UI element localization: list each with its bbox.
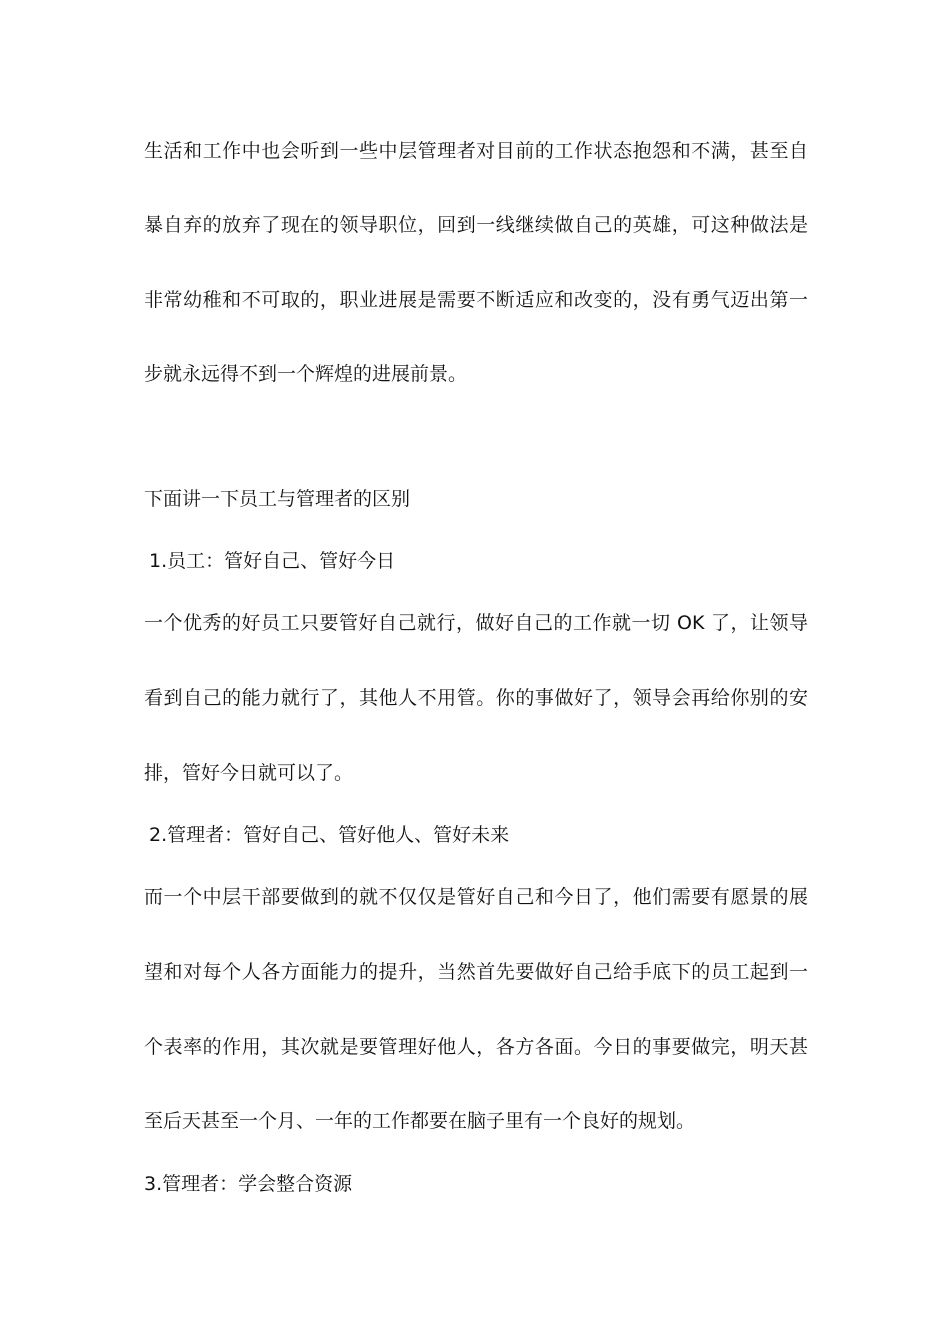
paragraph-line: 个表率的作用，其次就是要管理好他人，各方各面。今日的事要做完，明天甚 bbox=[144, 1036, 808, 1058]
paragraph-line: 非常幼稚和不可取的，职业进展是需要不断适应和改变的，没有勇气迈出第一 bbox=[144, 289, 808, 311]
paragraph-line: 排，管好今日就可以了。 bbox=[144, 762, 354, 784]
paragraph-line: 而一个中层干部要做到的就不仅仅是管好自己和今日了，他们需要有愿景的展 bbox=[144, 886, 808, 908]
paragraph-line: 生活和工作中也会听到一些中层管理者对目前的工作状态抱怨和不满，甚至自 bbox=[144, 140, 808, 162]
paragraph-line: 步就永远得不到一个辉煌的进展前景。 bbox=[144, 363, 468, 385]
paragraph-line: 看到自己的能力就行了，其他人不用管。你的事做好了，领导会再给你别的安 bbox=[144, 687, 808, 709]
paragraph-line: 暴自弃的放弃了现在的领导职位，回到一线继续做自己的英雄，可这种做法是 bbox=[144, 214, 808, 236]
section-intro: 下面讲一下员工与管理者的区别 bbox=[144, 488, 411, 510]
item-3-heading: 3.管理者：学会整合资源 bbox=[144, 1173, 353, 1195]
paragraph-line: 至后天甚至一个月、一年的工作都要在脑子里有一个良好的规划。 bbox=[144, 1110, 696, 1132]
item-1-heading: 1.员工：管好自己、管好今日 bbox=[149, 550, 396, 572]
paragraph-line: 望和对每个人各方面能力的提升，当然首先要做好自己给手底下的员工起到一 bbox=[144, 961, 808, 983]
paragraph-line: 一个优秀的好员工只要管好自己就行，做好自己的工作就一切 OK 了，让领导 bbox=[144, 612, 808, 634]
item-2-heading: 2.管理者：管好自己、管好他人、管好未来 bbox=[149, 824, 510, 846]
